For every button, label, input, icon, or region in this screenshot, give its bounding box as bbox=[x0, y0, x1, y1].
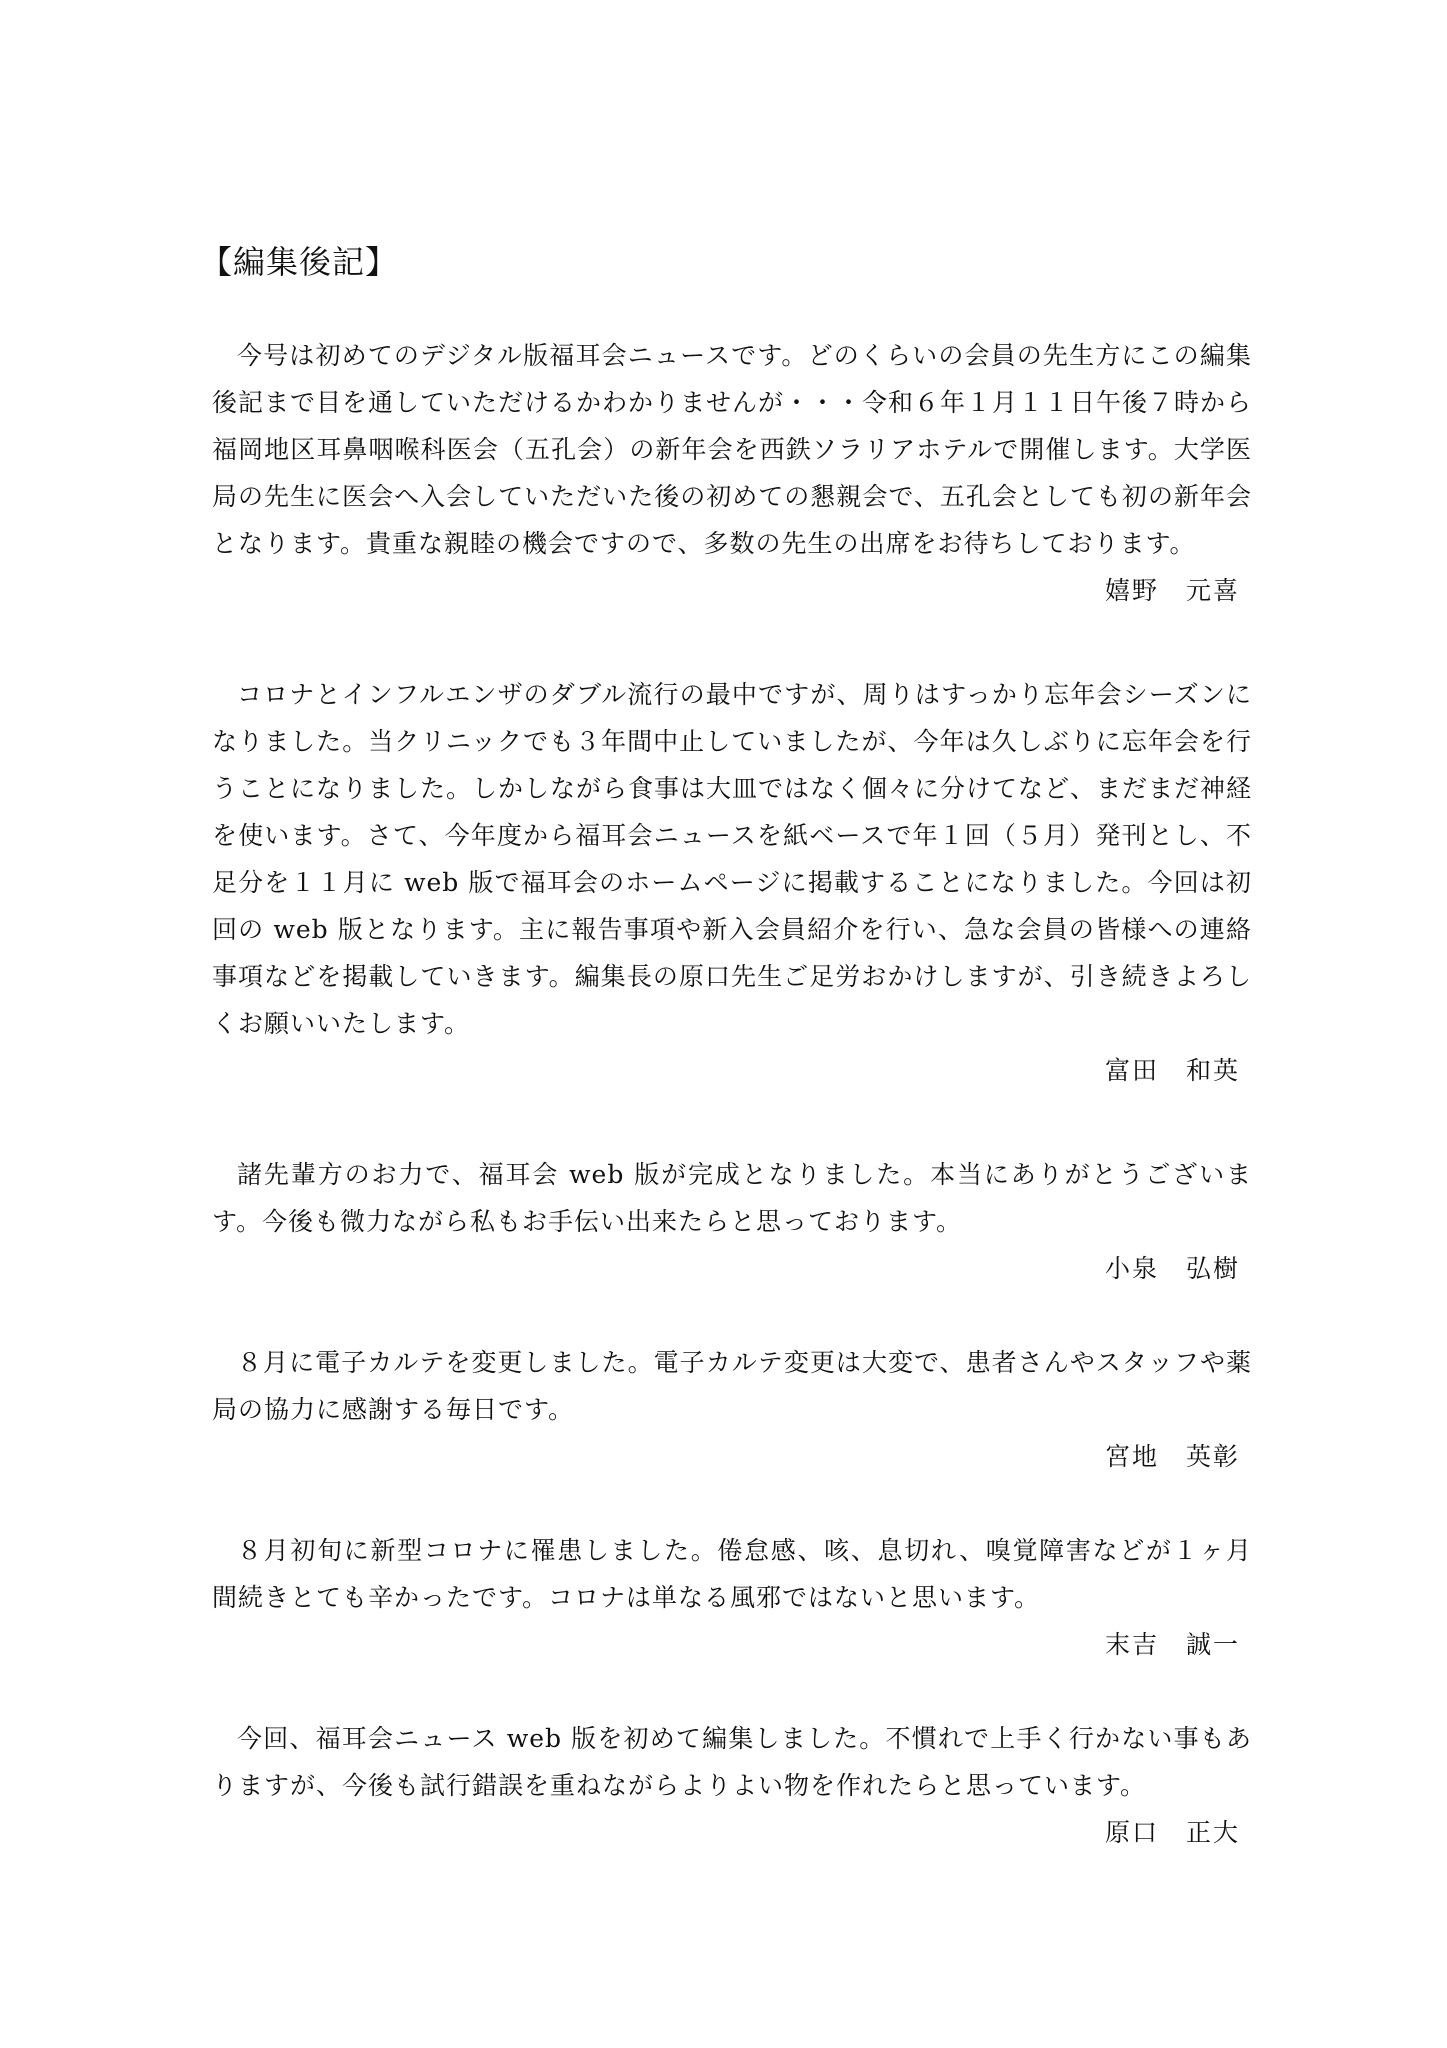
section-spacer bbox=[212, 1292, 1252, 1339]
author-signature: 末吉 誠一 bbox=[1104, 1630, 1240, 1659]
author-signature: 小泉 弘樹 bbox=[1104, 1254, 1240, 1283]
section-spacer bbox=[212, 1668, 1252, 1715]
note-section bbox=[212, 1715, 1252, 1856]
document-page bbox=[200, 240, 1253, 1856]
note-paragraph: 今回、福耳会ニュース web 版を初めて編集しました。不慣れで上手く行かない事もありますが、今後も試行錯誤を重ねながらよりよい物を作れたらと思っています。 bbox=[212, 1724, 1252, 1800]
note-section bbox=[212, 1151, 1252, 1292]
section-spacer bbox=[212, 1480, 1252, 1527]
note-section bbox=[212, 332, 1252, 614]
note-paragraph: 諸先輩方のお力で、福耳会 web 版が完成となりました。本当にありがとうございます。今後も微力ながら私もお手伝い出来たらと思っております。 bbox=[212, 1160, 1252, 1236]
author-signature: 宮地 英彰 bbox=[1104, 1442, 1240, 1471]
note-section bbox=[212, 671, 1252, 1094]
author-signature: 富田 和英 bbox=[1104, 1056, 1240, 1085]
note-paragraph: コロナとインフルエンザのダブル流行の最中ですが、周りはすっかり忘年会シーズンになりました。当クリニックでも３年間中止していましたが、今年は久しぶりに忘年会を行うことになりました。しかしながら食事は大皿ではなく個々に分けてなど、まだまだ神経を使います。さて、今年度から福耳会ニュースを紙ベースで年１回（５月）発刊とし、不足分を１１月に web 版で福耳会のホームページに掲載することになりました。今回は初回の web 版となります。主に報告事項や新入会員紹介を行い、急な会員の皆様への連絡事項などを掲載していきます。編集長の原口先生ご足労おかけしますが、引き続きよろしくお願いいたします。 bbox=[212, 680, 1253, 1038]
author-signature: 嬉野 元喜 bbox=[1104, 576, 1240, 605]
note-paragraph: 今号は初めてのデジタル版福耳会ニュースです。どのくらいの会員の先生方にこの編集後記まで目を通していただけるかわかりませんが・・・令和６年１月１１日午後７時から福岡地区耳鼻咽喉科医会（五孔会）の新年会を西鉄ソラリアホテルで開催します。大学医局の先生に医会へ入会していただいた後の初めての懇親会で、五孔会としても初の新年会となります。貴重な親睦の機会ですので、多数の先生の出席をお待ちしております。 bbox=[212, 341, 1253, 558]
section-spacer bbox=[212, 1094, 1252, 1151]
author-signature: 原口 正大 bbox=[1104, 1818, 1240, 1847]
note-section bbox=[212, 1527, 1252, 1668]
note-paragraph: ８月に電子カルテを変更しました。電子カルテ変更は大変で、患者さんやスタッフや薬局の協力に感謝する毎日です。 bbox=[212, 1348, 1252, 1424]
section-spacer bbox=[212, 614, 1252, 671]
page-title: 【編集後記】 bbox=[200, 243, 399, 281]
note-paragraph: ８月初旬に新型コロナに罹患しました。倦怠感、咳、息切れ、嗅覚障害などが１ヶ月間続きとても辛かったです。コロナは単なる風邪ではないと思います。 bbox=[212, 1536, 1252, 1612]
note-section bbox=[212, 1339, 1252, 1480]
